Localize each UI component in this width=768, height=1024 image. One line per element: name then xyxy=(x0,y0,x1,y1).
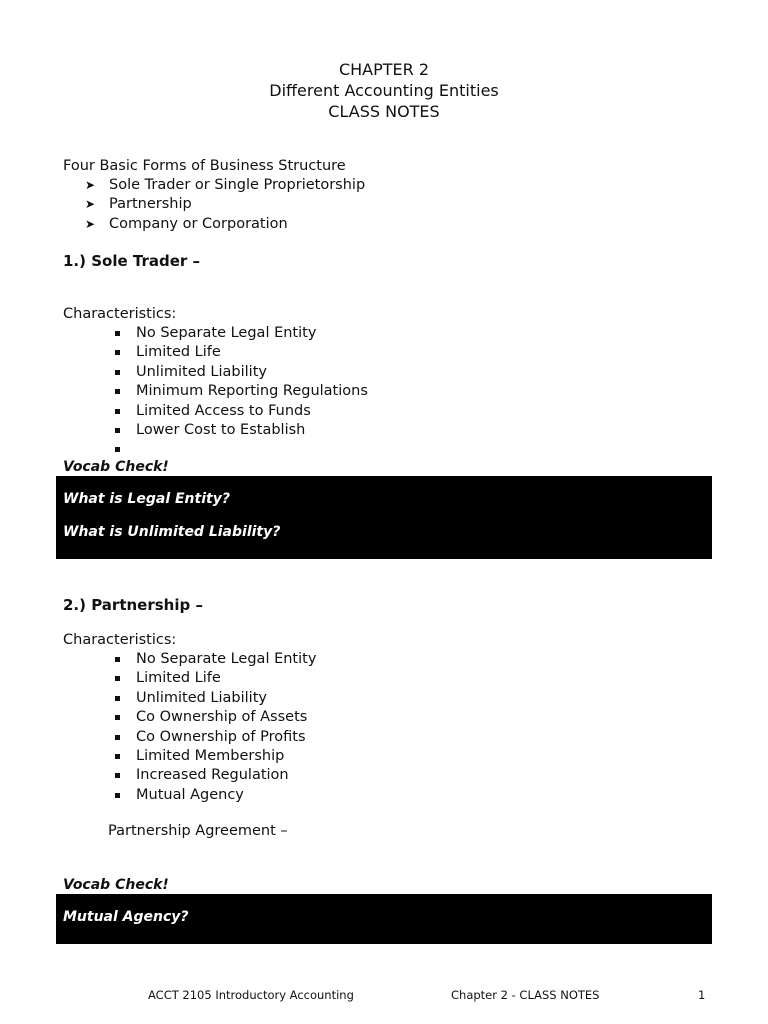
square-bullet-icon xyxy=(115,350,120,355)
square-bullet-icon xyxy=(115,676,120,681)
square-bullet-icon xyxy=(115,715,120,720)
vocab-question: What is Unlimited Liability? xyxy=(63,524,281,540)
square-bullet-icon xyxy=(115,793,120,798)
vocab-box-sole-trader xyxy=(56,476,712,559)
characteristics-label: Characteristics: xyxy=(63,306,177,322)
vocab-question: Mutual Agency? xyxy=(63,909,189,925)
square-bullet-icon xyxy=(115,428,120,433)
intro-lead: Four Basic Forms of Business Structure xyxy=(63,158,346,174)
arrow-bullet-icon: ➤ xyxy=(85,216,96,231)
footer-chapter-ref: Chapter 2 - CLASS NOTES xyxy=(451,988,600,1002)
list-item: Minimum Reporting Regulations xyxy=(63,382,368,401)
list-item: Limited Life xyxy=(63,343,368,362)
chapter-subtitle: Different Accounting Entities xyxy=(269,81,499,100)
square-bullet-icon xyxy=(115,754,120,759)
square-bullet-icon xyxy=(115,389,120,394)
vocab-check-label: Vocab Check! xyxy=(63,877,169,893)
list-item: ➤ Sole Trader or Single Proprietorship xyxy=(63,176,365,195)
list-item: Unlimited Liability xyxy=(63,363,368,382)
square-bullet-icon xyxy=(115,696,120,701)
vocab-question: What is Legal Entity? xyxy=(63,491,230,507)
page-number: 1 xyxy=(698,988,706,1002)
square-bullet-icon xyxy=(115,370,120,375)
square-bullet-icon xyxy=(115,331,120,336)
square-bullet-icon xyxy=(115,735,120,740)
list-item: Co Ownership of Assets xyxy=(63,708,316,727)
arrow-bullet-icon: ➤ xyxy=(85,178,96,192)
vocab-box-partnership xyxy=(56,894,712,944)
list-item: ➤ Partnership xyxy=(63,195,365,214)
class-notes-title: CLASS NOTES xyxy=(328,102,440,121)
list-item: ➤ Company or Corporation xyxy=(63,215,365,234)
square-bullet-icon xyxy=(115,773,120,778)
arrow-bullet-icon: ➤ xyxy=(85,197,96,212)
list-item: Unlimited Liability xyxy=(63,689,316,708)
document-title xyxy=(0,59,768,122)
list-item: No Separate Legal Entity xyxy=(63,650,316,669)
list-item xyxy=(63,440,368,459)
sole-trader-characteristics-list xyxy=(63,324,368,460)
square-bullet-icon xyxy=(115,409,120,414)
list-item: Lower Cost to Establish xyxy=(63,421,368,440)
footer-course: ACCT 2105 Introductory Accounting xyxy=(148,988,354,1002)
chapter-title: CHAPTER 2 xyxy=(338,60,430,79)
partnership-agreement-label: Partnership Agreement – xyxy=(108,823,288,839)
list-item: Limited Access to Funds xyxy=(63,402,368,421)
list-item: Limited Membership xyxy=(63,747,316,766)
business-forms-list xyxy=(63,176,365,234)
list-item: Increased Regulation xyxy=(63,766,316,785)
partnership-characteristics-list xyxy=(63,650,316,805)
list-item: Limited Life xyxy=(63,669,316,688)
list-item: Co Ownership of Profits xyxy=(63,728,316,747)
list-item: Mutual Agency xyxy=(63,786,316,805)
section-heading-sole-trader: 1.) Sole Trader – xyxy=(63,252,200,270)
list-item: No Separate Legal Entity xyxy=(63,324,368,343)
vocab-check-label: Vocab Check! xyxy=(63,459,169,475)
square-bullet-icon xyxy=(115,447,120,452)
characteristics-label: Characteristics: xyxy=(63,632,177,648)
section-heading-partnership: 2.) Partnership – xyxy=(63,596,203,614)
square-bullet-icon xyxy=(115,657,120,662)
